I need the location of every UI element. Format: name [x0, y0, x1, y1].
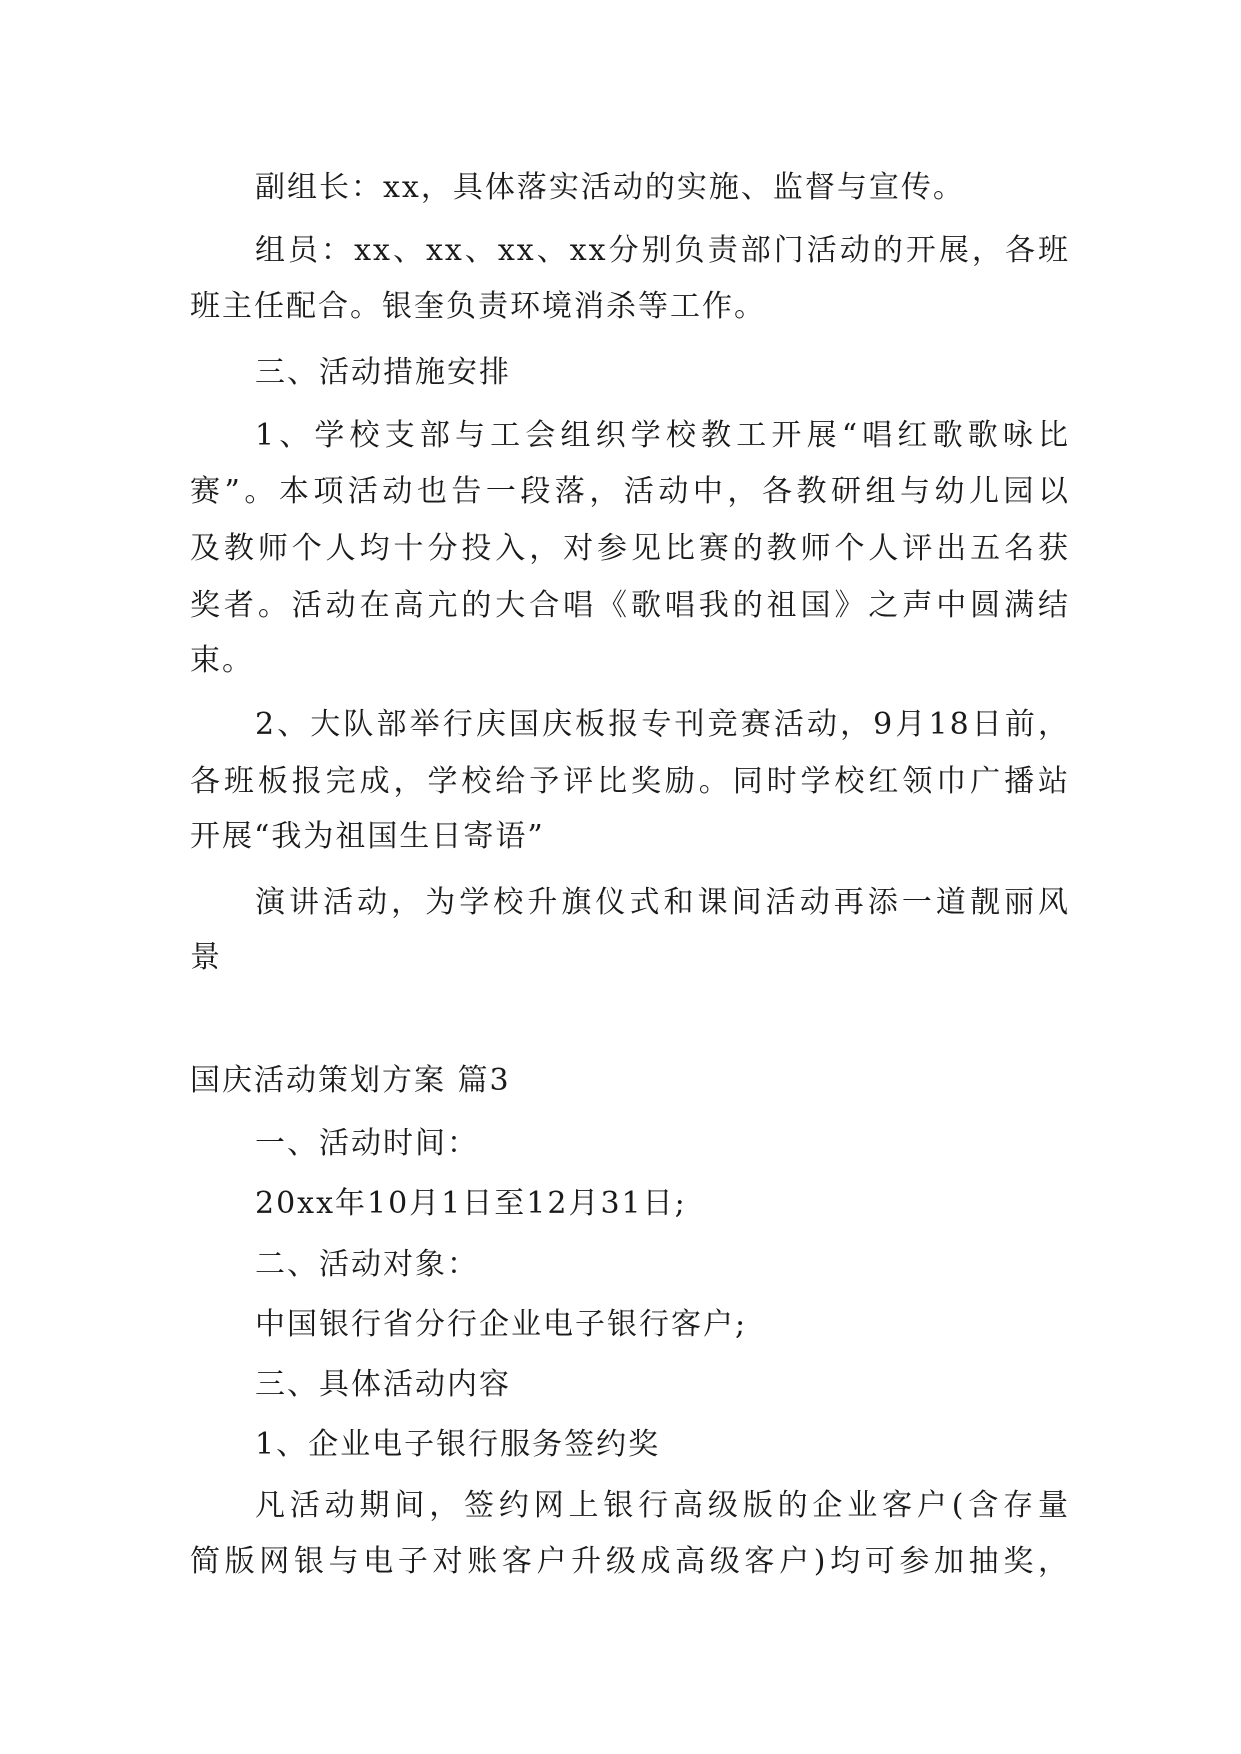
- text-line-item1-cont2: 及教师个人均十分投入，对参见比赛的教师个人评出五名获: [190, 531, 1070, 566]
- text-line-target: 中国银行省分行企业电子银行客户;: [255, 1307, 748, 1342]
- text-line-deputy-leader: 副组长：xx，具体落实活动的实施、监督与宣传。: [255, 170, 965, 205]
- text-line-members: 组员：xx、xx、xx、xx分别负责部门活动的开展，各班: [255, 233, 1070, 268]
- text-line-date-range: 20xx年10月1日至12月31日;: [255, 1186, 687, 1221]
- text-line-signup-award: 1、企业电子银行服务签约奖: [255, 1427, 661, 1462]
- heading-activity-target: 二、活动对象：: [255, 1247, 479, 1282]
- text-line-members-cont: 班主任配合。银奎负责环境消杀等工作。: [190, 289, 766, 324]
- text-line-item2-cont2: 开展“我为祖国生日寄语”: [190, 819, 545, 854]
- text-line-item1-end: 束。: [190, 643, 254, 678]
- text-line-eligibility: 凡活动期间，签约网上银行高级版的企业客户(含存量: [255, 1488, 1070, 1523]
- heading-activity-time: 一、活动时间：: [255, 1126, 479, 1161]
- section-title-plan3: 国庆活动策划方案 篇3: [190, 1063, 511, 1098]
- text-line-item1-cont1: 赛”。本项活动也告一段落，活动中，各教研组与幼儿园以: [190, 474, 1070, 509]
- text-line-item2-cont1: 各班板报完成，学校给予评比奖励。同时学校红领巾广播站: [190, 764, 1070, 799]
- text-line-item1-cont3: 奖者。活动在高亢的大合唱《歌唱我的祖国》之声中圆满结: [190, 588, 1070, 623]
- text-line-eligibility-cont: 简版网银与电子对账客户升级成高级客户)均可参加抽奖，: [190, 1544, 1070, 1579]
- text-line-item1: 1、学校支部与工会组织学校教工开展“唱红歌歌咏比: [255, 418, 1070, 453]
- section-heading-measures: 三、活动措施安排: [255, 355, 511, 390]
- heading-activity-content: 三、具体活动内容: [255, 1367, 511, 1402]
- text-line-speech: 演讲活动，为学校升旗仪式和课间活动再添一道靓丽风: [255, 885, 1070, 920]
- text-line-item2: 2、大队部举行庆国庆板报专刊竞赛活动，9月18日前，: [255, 707, 1070, 742]
- text-line-speech-end: 景: [190, 940, 222, 975]
